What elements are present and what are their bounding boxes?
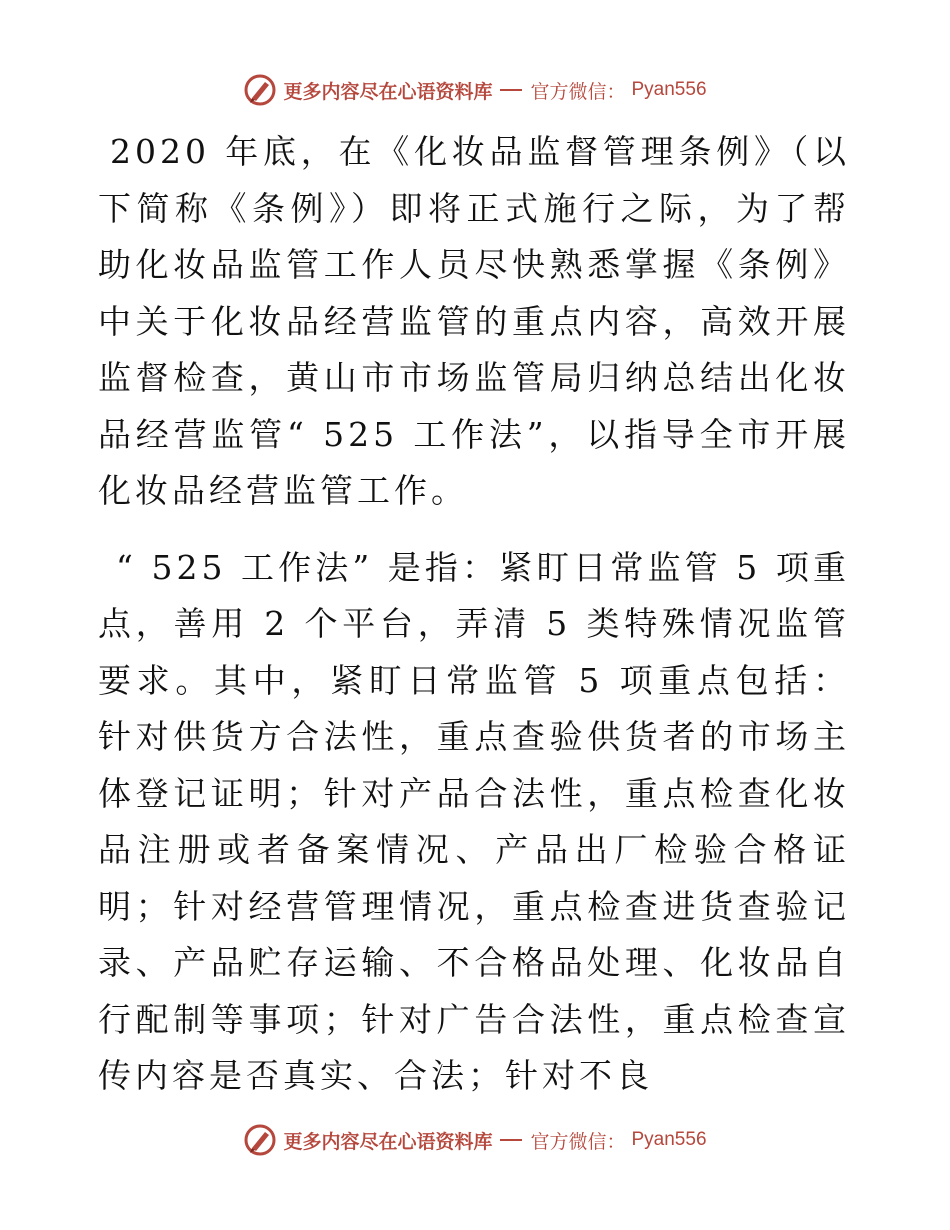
banner-wechat-id: Pyan556 (631, 79, 707, 100)
footer-banner (0, 1120, 950, 1160)
banner-dash (500, 89, 522, 91)
banner-brand-text: 更多内容尽在心语资料库 (283, 80, 493, 103)
paragraph-2: “ 525 工作法” 是指：紧盯日常监管 5 项重点，善用 2 个平台，弄清 5 类特殊情况监管要求。其中，紧盯日常监管 5 项重点包括：针对供货方合法性，重点查验供货者的市场主体登记证明；针对产品合法性，重点检查化妆品注册或者备案情况、产品出厂检验合格证明；针对经营管理情况，重点检查进货查验记录、产品贮存运输、不合格品处理、化妆品自行配制等事项；针对广告合法性，重点检查宣传内容是否真实、合法；针对不良 (98, 547, 850, 1095)
paragraph-1: 2020 年底，在《化妆品监督管理条例》（以下简称《条例》）即将正式施行之际，为了帮助化妆品监管工作人员尽快熟悉掌握《条例》中关于化妆品经营监管的重点内容，高效开展监督检查，黄山市市场监管局归纳总结出化妆品经营监管“ 525 工作法”，以指导全市开展化妆品经营监管工作。 (98, 132, 850, 510)
header-banner (0, 70, 950, 110)
banner-dash (500, 1139, 522, 1141)
banner-brand-text: 更多内容尽在心语资料库 (283, 1130, 493, 1153)
document-body (98, 124, 850, 1105)
pen-logo-icon (243, 73, 277, 107)
banner-wechat-label: 官方微信： (530, 1130, 626, 1153)
banner-wechat-label: 官方微信： (530, 80, 626, 103)
pen-logo-icon (243, 1123, 277, 1157)
banner-wechat-id: Pyan556 (631, 1129, 707, 1150)
